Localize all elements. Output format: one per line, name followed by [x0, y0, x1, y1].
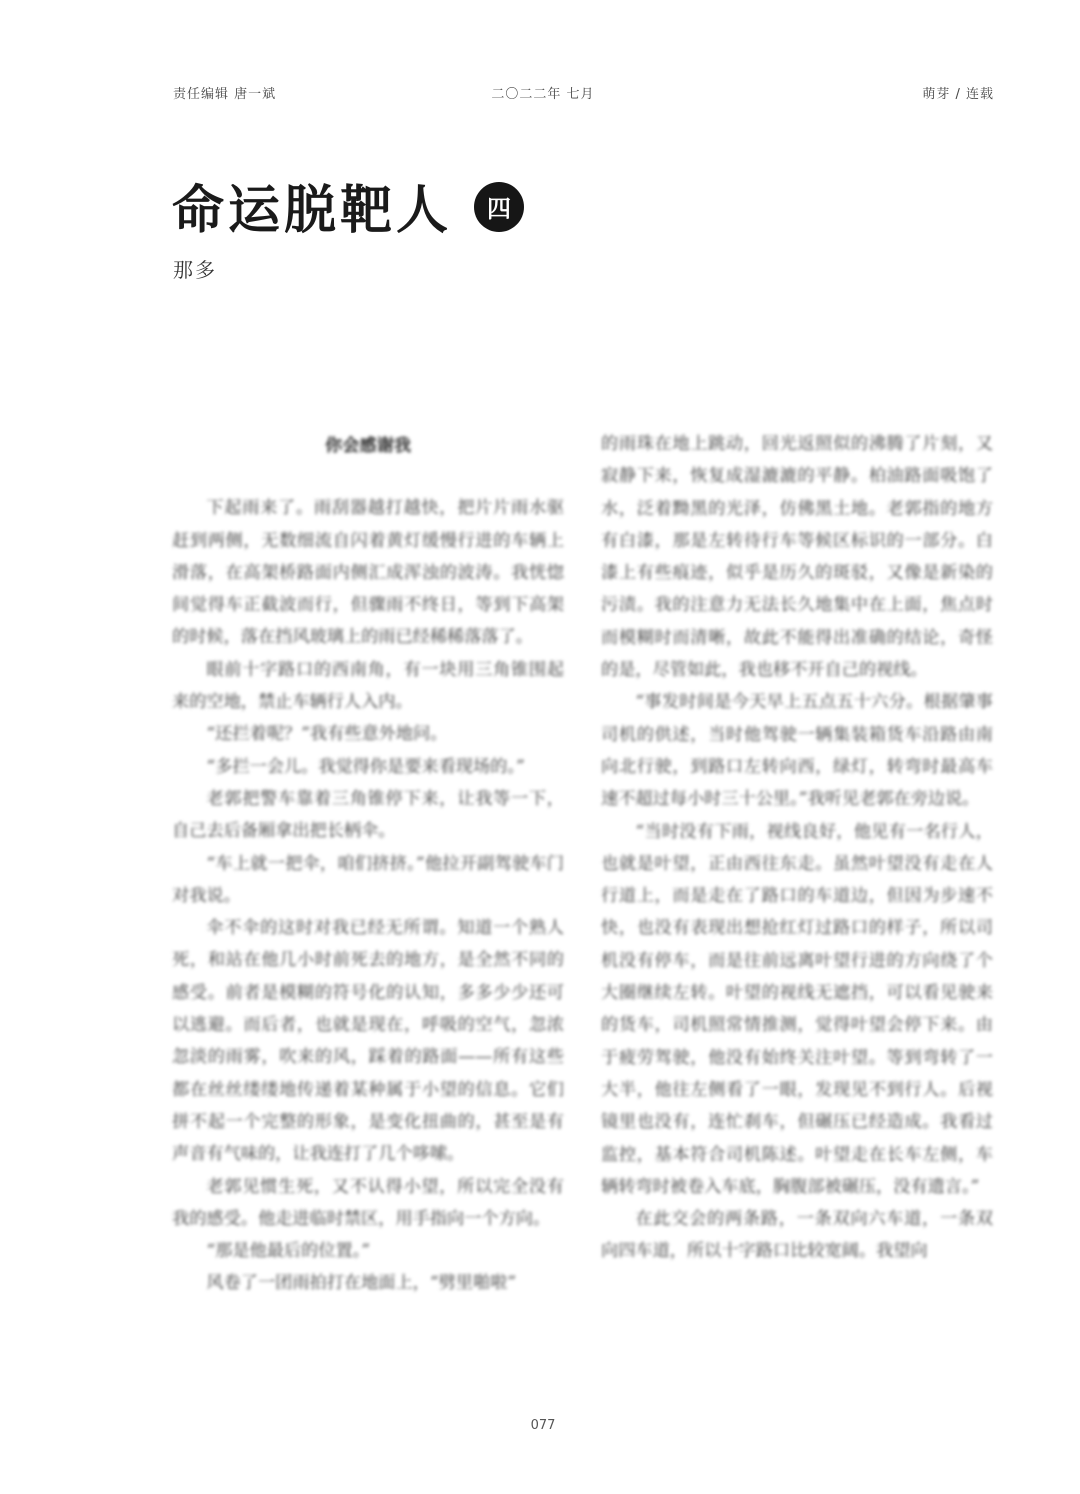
paragraph: 下起雨来了。雨刮器越打越快，把片片雨水驱赶到两侧，无数细流自闪着黄灯缓慢行进的车辆上滑落，在高架桥路面内侧汇成浑浊的波涛。我恍惚间觉得车正截波而行，但骤雨不终日，等到下高架的时候，落在挡风玻璃上的雨已经稀稀落落了。 — [172, 498, 564, 648]
part-number-badge: 四 — [474, 182, 524, 232]
paragraph: 眼前十字路口的西南角，有一块用三角锥围起来的空地，禁止车辆行人入内。 — [172, 659, 564, 713]
page-number: 077 — [530, 1418, 556, 1433]
paragraph: “事发时间是今天早上五点五十六分。根据肇事司机的供述，当时他驾驶一辆集装箱货车沿路由南向北行驶，到路口左转向西，绿灯，转弯时最高车速不超过每小时三十公里。”我听见老郭在旁边说。 — [601, 692, 993, 810]
paragraph: 老郭见惯生死，又不认得小望，所以完全没有我的感受。他走进临时禁区，用手指向一个方向。 — [172, 1176, 564, 1229]
editor-credit: 责任编辑 唐一斌 — [173, 87, 277, 102]
section-title: 你会感谢我 — [325, 436, 411, 456]
paragraph: “当时没有下雨，视线良好，他见有一名行人，也就是叶望，正由西往东走。虽然叶望没有走在人行道上，而是走在了路口的车道边，但因为步速不快，也没有表现出想抢红灯过路口的样子，所以司机没有停车，而是往前远离叶望行进的方向绕了个大圈继续左转。叶望的视线无遮挡，可以看见驶来的货车，司机照常情推测，觉得叶望会停下来。由于疲劳驾驶，他没有始终关注叶望。等到弯转了一大半，他往左侧看了一眼，发现见不到行人。后视镜里也没有，连忙刹车，但碾压已经造成。我看过监控，基本符合司机陈述。叶望走在长车左侧，车辆转弯时被卷入车底，胸腹部被碾压，没有遗言。” — [601, 821, 993, 1197]
page-title: 命运脱靶人 — [172, 180, 453, 241]
author-name: 那多 — [173, 258, 217, 282]
issue-date: 二〇二二年 七月 — [491, 87, 595, 102]
text-column-left — [172, 428, 564, 1300]
paragraph: “还拦着呢？”我有些意外地问。 — [206, 724, 448, 745]
column-label: 萌芽 / 连载 — [922, 87, 994, 102]
paragraph: “车上就一把伞，咱们挤挤。”他拉开副驾驶车门对我说。 — [172, 853, 564, 906]
text-column-right — [601, 428, 993, 1268]
paragraph: “那是他最后的位置。” — [206, 1241, 371, 1262]
title-block — [172, 168, 524, 243]
paragraph: “多拦一会儿。我觉得你是要来看现场的。” — [206, 756, 525, 777]
paragraph: 老郭把警车靠着三角锥停下来，让我等一下，自己去后备厢拿出把长柄伞。 — [172, 788, 564, 842]
paragraph: 伞不伞的这时对我已经无所谓。知道一个熟人死，和站在他几小时前死去的地方，是全然不同的感受。前者是模糊的符号化的认知，多多少少还可以逃避。而后者，也就是现在，呼吸的空气，忽浓忽淡的雨雾，吹来的风，踩着的路面——所有这些都在丝丝缕缕地传递着某种属于小望的信息。它们拼不起一个完整的形象，是变化扭曲的，甚至是有声音有气味的，让我连打了几个哆嗦。 — [172, 918, 564, 1165]
paragraph: 风卷了一团雨拍打在地面上，“劈里啪啦” — [206, 1273, 517, 1294]
paragraph: 的雨珠在地上跳动，回光返照似的沸腾了片刻，又寂静下来，恢复成湿漉漉的平静。柏油路面吸饱了水，泛着黝黑的光泽，仿佛黑土地。老郭指的地方有白漆，那是左转待行车等候区标识的一部分。白漆上有些痕迹，似乎是历久的斑驳，又像是新染的污渍。我的注意力无法长久地集中在上面，焦点时而模糊时而清晰，故此不能得出准确的结论，奇怪的是，尽管如此，我也移不开自己的视线。 — [601, 434, 993, 681]
paragraph: 在此交会的两条路，一条双向六车道，一条双向四车道，所以十字路口比较宽阔。我望向 — [601, 1209, 993, 1262]
